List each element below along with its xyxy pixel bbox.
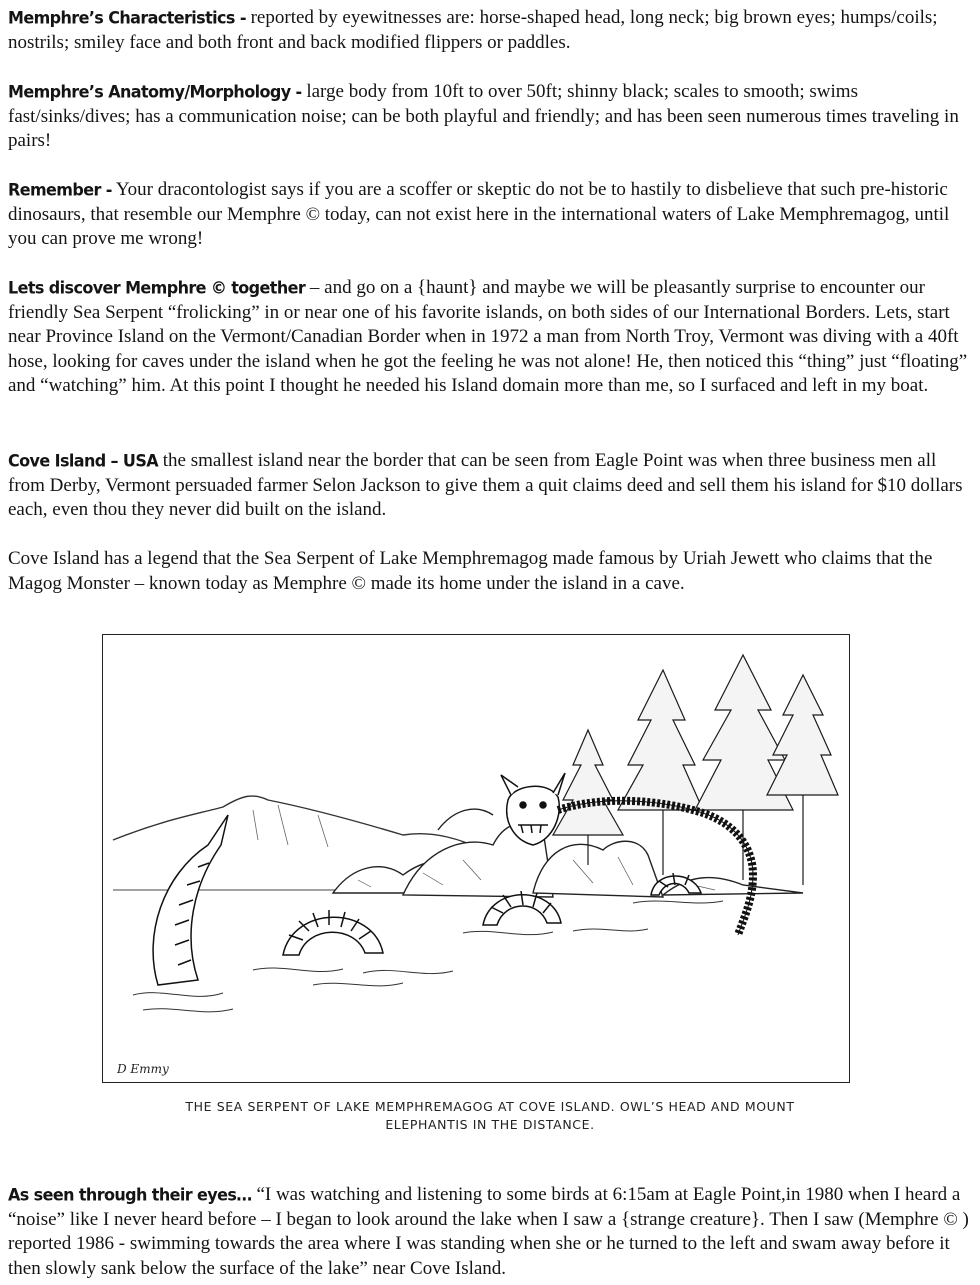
paragraph-eyewitness [8, 1183, 970, 1281]
caption-line-2: ELEPHANTIS IN THE DISTANCE. [385, 1117, 595, 1132]
paragraph-body: large body from 10ft to over 50ft; shinny black; scales to smooth; swims fast/sinks/dives; has a communication noise; can be both playful and friendly; and has been seen numerous times traveling in pairs! [8, 81, 959, 151]
paragraph-lead: Memphre’s Characteristics - [8, 7, 246, 28]
paragraph-remember [8, 178, 970, 252]
water-ripples [133, 901, 723, 1012]
figure-caption [60, 1098, 920, 1134]
paragraph-anatomy [8, 80, 970, 154]
paragraph-lead: Cove Island – USA [8, 450, 159, 471]
mountain-silhouette [113, 796, 483, 850]
caption-line-1: THE SEA SERPENT OF LAKE MEMPHREMAGOG AT COVE ISLAND. OWL’S HEAD AND MOUNT [185, 1099, 795, 1114]
paragraph-lead: Remember - [8, 179, 112, 200]
paragraph-body: the smallest island near the border that can be seen from Eagle Point was when three business men all from Derby, Vermont persuaded farmer Selon Jackson to give them a quit claims deed and sell them his island for $10 dollars each, even thou they never did built on the island. [8, 450, 963, 520]
paragraph-characteristics [8, 6, 970, 55]
paragraph-lead: Memphre’s Anatomy/Morphology - [8, 81, 302, 102]
paragraph-body: “I was watching and listening to some birds at 6:15am at Eagle Point,in 1980 when I heard a “noise” like I never heard before – I began to look around the lake when I saw a {strange creature}. Then I saw (Memphre © ) reported 1986 - swimming towards the area where I was standing when she or he turned to the left and swam away before it then slowly sank below the surface of the lake” near Cove Island. [8, 1184, 969, 1279]
paragraph-body: Your dracontologist says if you are a scoffer or skeptic do not be to hastily to disbelieve that such pre-historic dinosaurs, that resemble our Memphre © today, can not exist here in the international waters of Lake Memphremagog, until you can prove me wrong! [8, 179, 950, 249]
illustration-frame [102, 634, 850, 1083]
artist-signature: D Emmy [117, 1062, 169, 1076]
paragraph-discover [8, 276, 970, 399]
serpent-tail [153, 815, 228, 985]
paragraph-body: reported by eyewitnesses are: horse-shaped head, long neck; big brown eyes; humps/coils; nostrils; smiley face and both front and back modified flippers or paddles. [8, 7, 938, 53]
paragraph-legend [8, 547, 970, 596]
paragraph-lead: Lets discover Memphre © together [8, 277, 306, 298]
sea-serpent-illustration [103, 635, 849, 1082]
paragraph-body: Cove Island has a legend that the Sea Serpent of Lake Memphremagog made famous by Uriah Jewett who claims that the Magog Monster – known today as Memphre © made its home under the island in a cave. [8, 548, 933, 594]
paragraph-lead: As seen through their eyes… [8, 1184, 252, 1205]
paragraph-cove-island [8, 449, 970, 523]
paragraph-body: – and go on a {haunt} and maybe we will be pleasantly surprise to encounter our friendly Sea Serpent “frolicking” in or near one of his favorite islands, on both sides of our International Borders. Lets, start near Province Island on the Vermont/Canadian Border when in 1972 a man from North Troy, Vermont was diving with a 40ft hose, looking for caves under the island when he got the feeling he was not alone! He, then noticed this “thing” just “floating” and “watching” him. At this point I thought he needed his Island domain more than me, so I surfaced and left in my boat. [8, 277, 968, 396]
